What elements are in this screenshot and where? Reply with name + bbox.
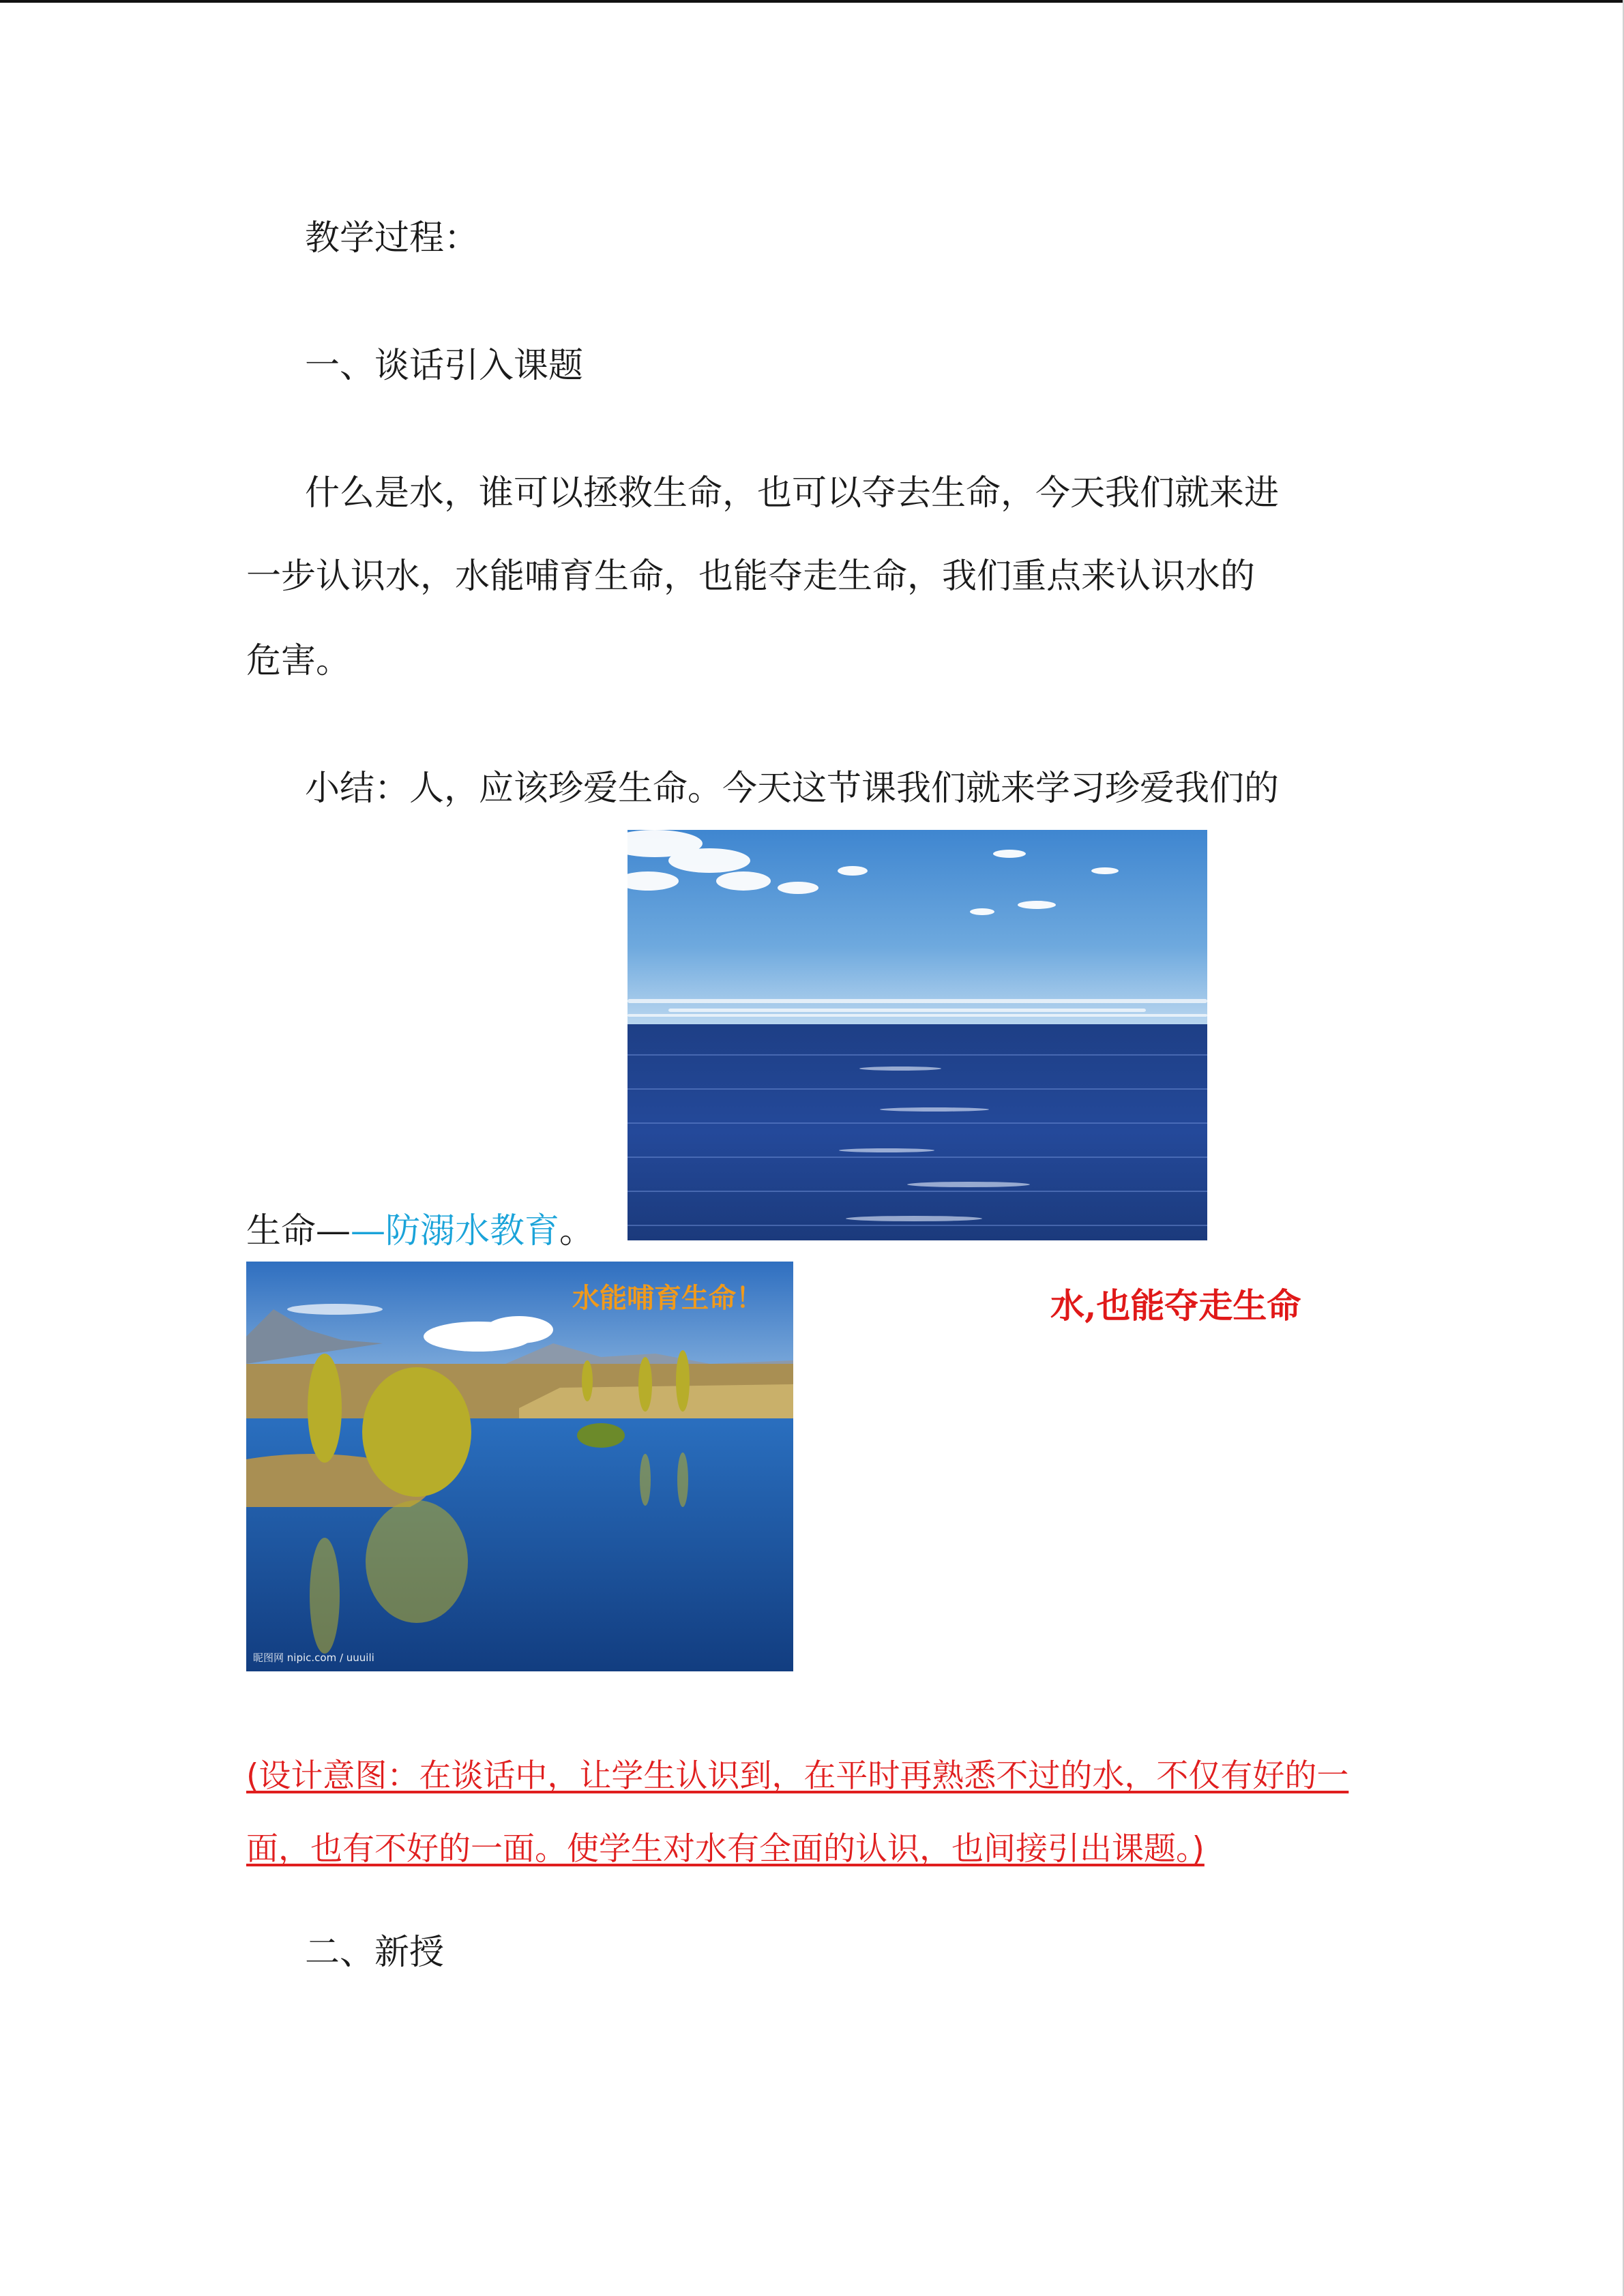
design-intent-line: (设计意图：在谈话中，让学生认识到，在平时再熟悉不过的水，不仅有好的一 <box>246 1757 1349 1795</box>
summary-prefix: 生命— <box>246 1211 351 1251</box>
intro-paragraph-line: 危害。 <box>246 641 351 681</box>
page-top-border <box>0 0 1624 3</box>
summary-suffix: 。 <box>559 1211 595 1251</box>
heading-new-teaching: 二、新授 <box>305 1933 445 1973</box>
intro-paragraph-line: 一步认识水，水能哺育生命，也能夺走生命，我们重点来认识水的 <box>246 556 1256 597</box>
heading-intro-topic: 一、谈话引入课题 <box>305 346 584 386</box>
ocean-image <box>628 830 1207 1240</box>
lake-image-caption: 水能哺育生命！ <box>572 1283 763 1314</box>
image-watermark: 昵图网 nipic.com / uuuili <box>253 1652 374 1664</box>
red-caption-water-takes-life: 水,也能夺走生命 <box>1050 1285 1301 1326</box>
summary-paragraph-line <box>246 1211 594 1252</box>
lake-illustration <box>246 1262 793 1671</box>
lake-image <box>246 1262 793 1671</box>
intro-paragraph-line: 什么是水，谁可以拯救生命，也可以夺去生命，今天我们就来进 <box>305 473 1280 513</box>
lesson-title-highlight: —防溺水教育 <box>351 1211 560 1251</box>
ocean-illustration <box>628 830 1207 1240</box>
heading-teaching-process: 教学过程： <box>305 218 479 258</box>
summary-paragraph-line: 小结：人，应该珍爱生命。今天这节课我们就来学习珍爱我们的 <box>305 769 1280 809</box>
design-intent-line: 面，也有不好的一面。使学生对水有全面的认识，也间接引出课题。) <box>246 1830 1205 1868</box>
